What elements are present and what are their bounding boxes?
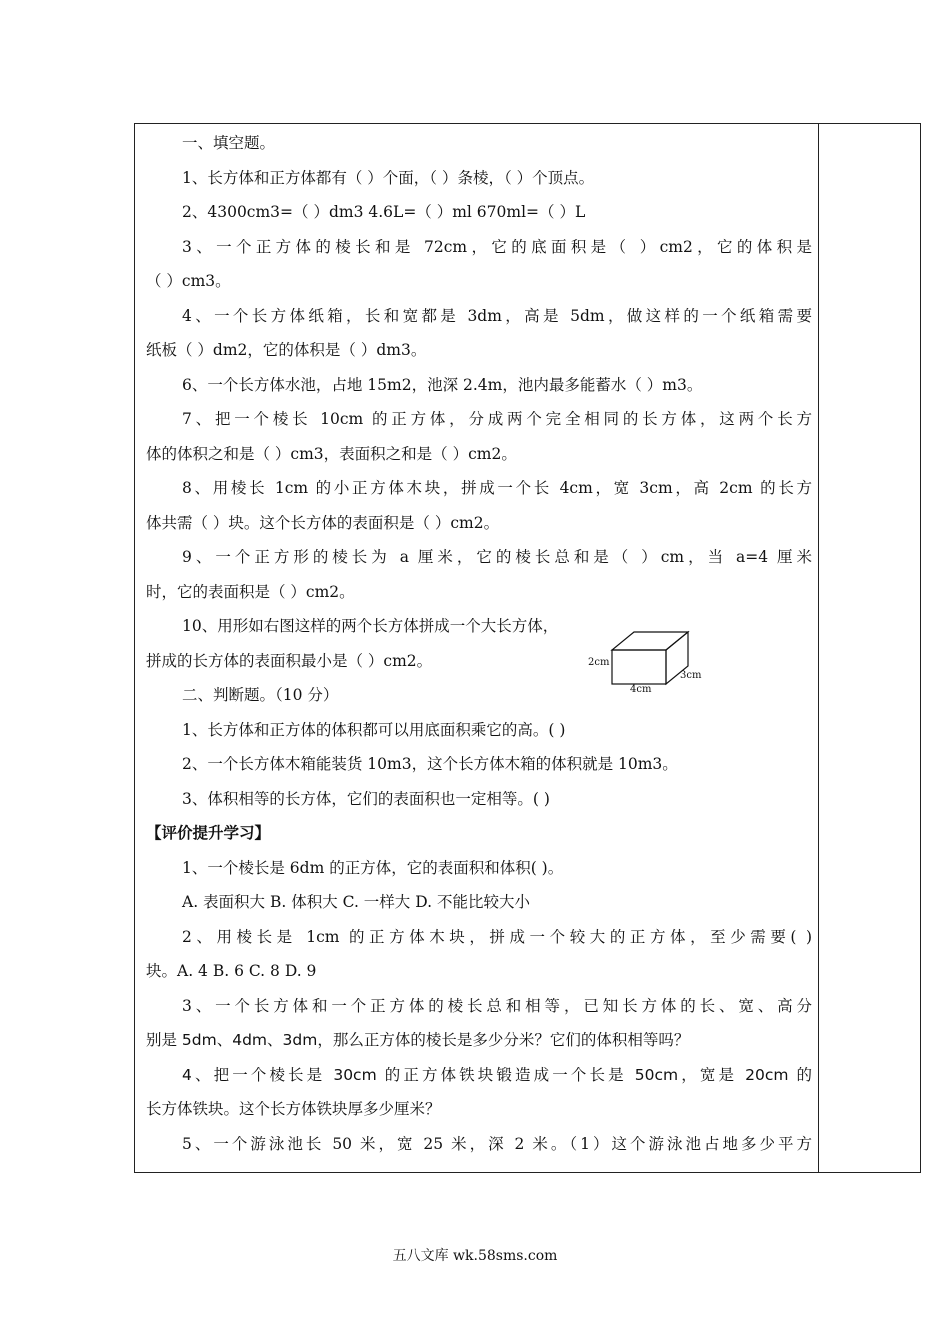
cuboid-front-face: [612, 650, 666, 684]
fill-question-4-line-1: 4、一个长方体纸箱，长和宽都是 3dm，高是 5dm，做这样的一个纸箱需要: [182, 306, 812, 325]
fill-question-8-line-2: 体共需（ ）块。这个长方体的表面积是（ ）cm2。: [146, 513, 500, 532]
fill-question-8-line-1: 8、用棱长 1cm 的小正方体木块，拼成一个长 4cm，宽 3cm，高 2cm 的长方: [182, 479, 812, 497]
fill-question-3-line-1: 3、一个正方体的棱长和是 72cm，它的底面积是（ ）cm2，它的体积是: [182, 237, 812, 256]
fill-question-9-line-1: 9、一个正方形的棱长为 a 厘米，它的棱长总和是（ ）cm，当 a=4 厘米: [182, 548, 812, 566]
fill-question-3-line-2: （ ）cm3。: [146, 272, 231, 290]
judge-question-1: 1、长方体和正方体的体积都可以用底面积乘它的高。( ): [182, 720, 566, 739]
cuboid-length-label: 4cm: [630, 684, 652, 695]
eval-question-2-line-1: 2、用棱长是 1cm 的正方体木块，拼成一个较大的正方体，至少需要( ): [182, 927, 812, 946]
fill-question-7-line-1: 7、把一个棱长 10cm 的正方体，分成两个完全相同的长方体，这两个长方: [182, 410, 812, 428]
eval-question-5-line-1: 5、一个游泳池长 50 米，宽 25 米，深 2 米。（1）这个游泳池占地多少平方: [182, 1134, 812, 1153]
table-column-divider: [818, 123, 819, 1173]
eval-question-3-line-1: 3、一个长方体和一个正方体的棱长总和相等，已知长方体的长、宽、高分: [182, 996, 812, 1015]
eval-question-1-options: A. 表面积大 B. 体积大 C. 一样大 D. 不能比较大小: [182, 893, 530, 911]
eval-question-4-line-2: 长方体铁块。这个长方体铁块厚多少厘米？: [146, 1100, 441, 1118]
fill-question-4-line-2: 纸板（ ）dm2，它的体积是（ ）dm3。: [146, 341, 427, 359]
fill-question-10-line-1: 10、用形如右图这样的两个长方体拼成一个大长方体，: [182, 617, 559, 635]
fill-question-6: 6、一个长方体水池，占地 15m2，池深 2.4m，池内最多能蓄水（ ）m3。: [182, 375, 703, 394]
eval-question-4-line-1: 4、把一个棱长是 30cm 的正方体铁块锻造成一个长是 50cm，宽是 20cm 的: [182, 1065, 812, 1084]
judge-question-3: 3、体积相等的长方体，它们的表面积也一定相等。( ): [182, 789, 550, 808]
fill-question-10-line-2: 拼成的长方体的表面积最小是（ ）cm2。: [146, 651, 433, 670]
fill-question-7-line-2: 体的体积之和是（ ）cm3，表面积之和是（ ）cm2。: [146, 444, 517, 463]
cuboid-figure: [584, 628, 714, 698]
judge-section-title: 二、判断题。（10 分）: [182, 686, 339, 704]
cuboid-height-label: 2cm: [588, 657, 610, 668]
cuboid-drawing: [584, 628, 714, 698]
judge-question-2: 2、一个长方体木箱能装货 10m3，这个长方体木箱的体积就是 10m3。: [182, 755, 678, 773]
fill-question-9-line-2: 时，它的表面积是（ ）cm2。: [146, 582, 355, 601]
fill-question-2: 2、4300cm3=（ ）dm3 4.6L=（ ）ml 670ml=（ ）L: [182, 203, 586, 221]
page-footer: 五八文库 wk.58sms.com: [392, 1248, 558, 1264]
fill-section-title: 一、填空题。: [182, 134, 276, 152]
eval-question-3-line-2: 别是 5dm、4dm、3dm，那么正方体的棱长是多少分米？它们的体积相等吗？: [146, 1031, 690, 1049]
eval-question-2-line-2: 块。A. 4 B. 6 C. 8 D. 9: [146, 962, 317, 980]
eval-section-title: 【评价提升学习】: [146, 824, 271, 842]
eval-question-1: 1、一个棱长是 6dm 的正方体，它的表面积和体积( )。: [182, 858, 564, 877]
fill-question-1: 1、长方体和正方体都有（ ）个面，（ ）条棱，（ ）个顶点。: [182, 168, 595, 187]
cuboid-width-label: 3cm: [680, 670, 702, 681]
